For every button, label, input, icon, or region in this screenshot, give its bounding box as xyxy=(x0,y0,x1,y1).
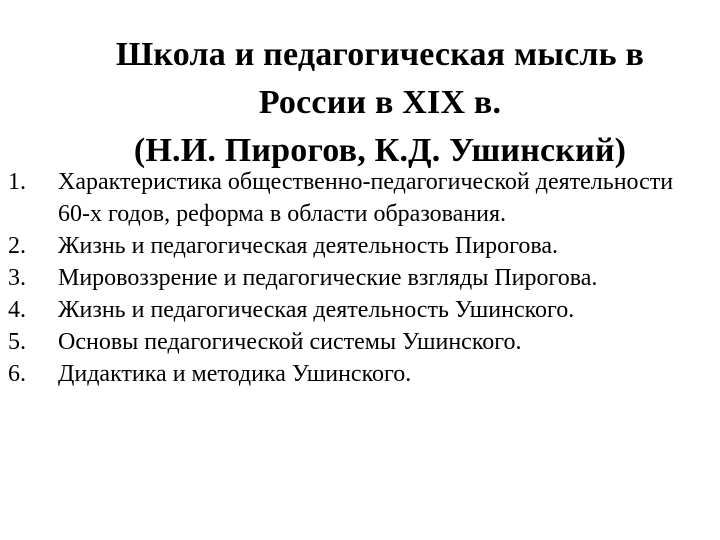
title-line-3: (Н.И. Пирогов, К.Д. Ушинский) xyxy=(133,131,627,169)
list-item xyxy=(8,262,708,294)
item-text: Основы педагогической системы Ушинского. xyxy=(58,329,522,355)
item-text: Жизнь и педагогическая деятельность Пирогова. xyxy=(58,233,558,259)
list-item xyxy=(8,326,708,358)
slide-title xyxy=(30,31,720,175)
item-text: Жизнь и педагогическая деятельность Ушинского. xyxy=(58,297,575,323)
item-text: Мировоззрение и педагогические взгляды Пирогова. xyxy=(58,265,598,291)
item-number: 6. xyxy=(8,361,26,387)
list-item xyxy=(8,294,708,326)
list-item xyxy=(8,230,708,262)
list-item xyxy=(8,166,708,230)
item-number: 2. xyxy=(8,233,26,259)
title-line-2: России в XIX в. xyxy=(258,83,502,121)
item-text: Дидактика и методика Ушинского. xyxy=(58,361,412,387)
title-line-1: Школа и педагогическая мысль в xyxy=(115,35,645,73)
item-number: 3. xyxy=(8,265,26,291)
item-number: 5. xyxy=(8,329,26,355)
item-number: 1. xyxy=(8,169,26,195)
item-number: 4. xyxy=(8,297,26,323)
topic-list xyxy=(8,166,708,390)
item-text: Характеристика общественно-педагогической деятельности 60-х годов, реформа в области образования. xyxy=(58,169,674,227)
list-item xyxy=(8,358,708,390)
